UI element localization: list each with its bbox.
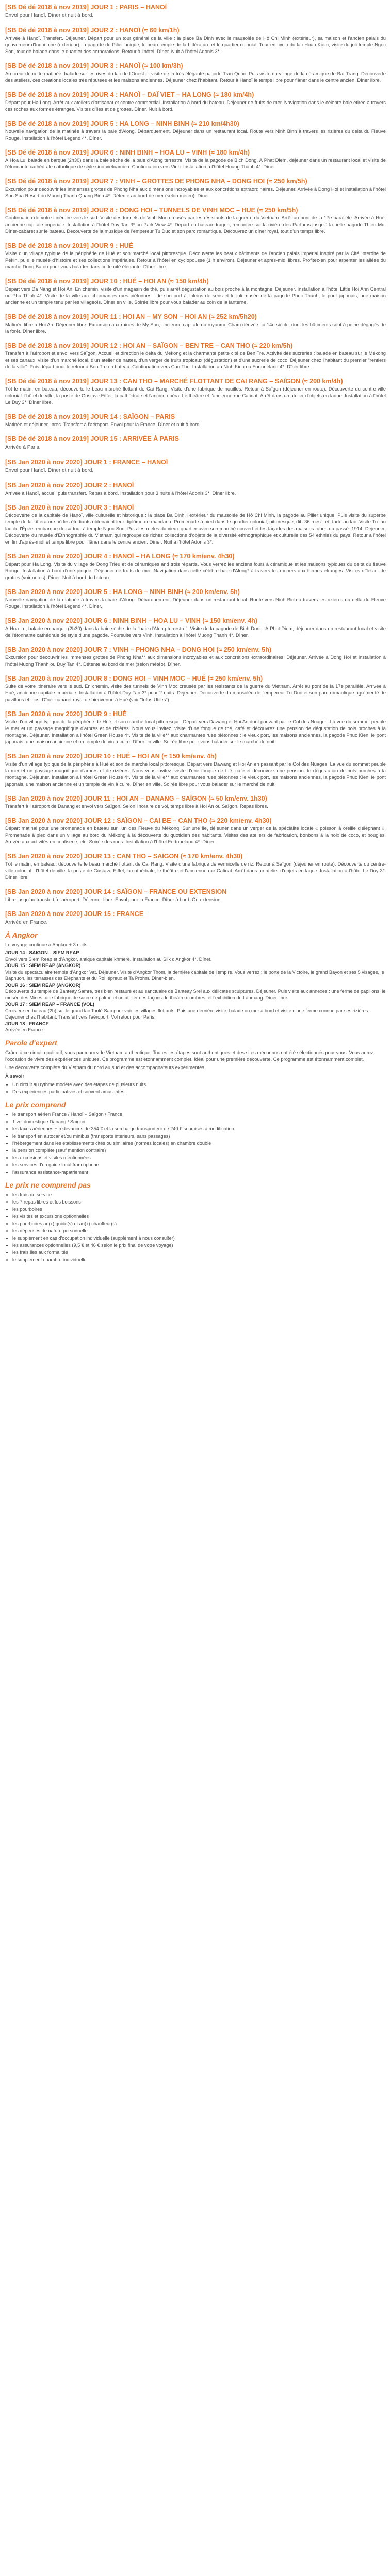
price-excludes-item: • le supplément chambre individuelle (12, 1256, 386, 1263)
angkor-day-text: Visite du spectaculaire temple d'Angkor Vat. Déjeuner. Visite d'Angkor Thom, la dernière capitale de l'empire. Vous verrez : le porte de la Victoire, le grand Bayon et ses 5 visages, le Baphuon, les terrasses des Éléphants et du Roi lépreux et Ta Prohm. Dîner-bien. (5, 969, 384, 981)
expert-paragraph: Une découverte complète du Vietnam du nord au sud et des accompagnateurs expérimentés. (5, 1064, 206, 1070)
day-description: Excursion pour découvrir les immenses grottes de Phong Nha** aux dimensions incroyables et aux concrétions extraordinaires. Déjeuner. Arrivée à Dong Hoi et installation à l'hôtel Muong Thanh ou Duy Tan 4*. Détente au bord de mer (selon météo). Dîner. (5, 654, 386, 667)
day-description: Visite d'un village typique de la périphérie de Hué et son marché local pittoresque. Découverte les beaux bâtiments de l'ancien palais impérial inspiré par la Cité Interdite de Pékin, puis le musée d'histoire et ses collections impériales. Retour à l'hôtel en cyclopousse (1 h environ). Déjeuner et après-midi libres. Profitez-en pour arpenter les allées du marché Dong Ba ou pour vous balader dans cette cité élégante. Dîner libre. (5, 250, 386, 269)
price-excludes-item: • les 7 repas libres et les boissons (12, 1198, 386, 1206)
price-includes-list (5, 1111, 386, 1176)
day-description: Arrivée à Hanoï, accueil puis transfert. Repas à bord. Installation pour 3 nuits à l'hôtel Adonis 3*. Dîner libre. (5, 490, 236, 496)
day-title: [SB Dé dé 2018 à nov 2019] JOUR 5 : HA LONG – NINH BINH (≈ 210 km/4h30) (5, 120, 239, 127)
price-excludes-item: • les dépenses de nature personnelle (12, 1227, 386, 1234)
day-block (5, 549, 386, 581)
day-block (5, 707, 386, 745)
angkor-day-text: Croisière en bateau (2h) sur le grand lac Tonlé Sap pour voir les villages flottants. Puis une dernière visite, balade ou mer à bord et visite d'une ferme connue par ses rizières. Déjeuner chez l'habitant. Transfert vers l'aéroport. Vol retour pour Paris. (5, 1008, 369, 1020)
day-description: Nouvelle navigation de la matinée à travers la baie d'Along. Débarquement. Déjeuner dans un restaurant local. Route vers Ninh Binh à travers les rizières du delta du Fleuve Rouge. Installation à l'hôtel Legend 4*. Dîner. (5, 597, 386, 609)
day-description: Continuation de votre itinéraire vers le sud. Visite des tunnels de Vinh Moc creusés par les résistants de la guerre du Vietnam. Arrêt au pont de la 17e parallèle. Arrivée à Hué, ancienne capitale impériale. Installation à l'hôtel Duy Tan 3* ou Park View 4*. Départ en bateau-dragon, remontée sur la rivière des Parfums jusqu'à la belle pagode Thien Mu. Dîner-cabaret sur le bateau. Découverte de la musique de l'empereur Tu Duc et son parc romantique. Découvrez un dîner royal, tout d'un temps libre. (5, 215, 386, 234)
price-includes-item: • la pension complète (sauf mention contraire) (12, 1147, 386, 1154)
day-title: [SB Dé dé 2018 à nov 2019] JOUR 9 : HUÉ (5, 242, 134, 249)
price-includes-section (5, 1100, 386, 1176)
day-description: À Hoa Lu, balade en barque (2h30) dans la baie sèche de la "baie d'Along terrestre". Visite de la pagode de Bich Dong. À Phat Diem, déjeuner dans un restaurant local et visite de l'étonnante cathédrale de style d'une pagode. Poursuite vers Vinh. Installation à l'hôtel Muong Thanh 4*. Dîner. (5, 625, 386, 638)
price-excludes-item: • les pourboires (12, 1206, 386, 1213)
day-description: Excursion pour découvrir les immenses grottes de Phong Nha aux dimensions incroyables et aux concrétions extraordinaires. Déjeuner. Arrivée à Dong Hoi et installation à l'hôtel Sun Spa Resort ou Muong Thanh Quang Binh 4*. Détente au bord de mer (selon météo). Dîner. (5, 186, 386, 198)
price-excludes-section (5, 1181, 386, 1263)
angkor-day-label: JOUR 14 : SAÏGON – SIEM REAP (5, 950, 79, 955)
day-list (5, 0, 386, 926)
angkor-title: À Angkor (5, 931, 38, 939)
price-includes-item: • l'assurance assistance-rapatriement (12, 1168, 386, 1176)
price-includes-title: Le prix comprend (5, 1100, 66, 1109)
day-description: Départ vers Da Nang et Hoi An. En chemin, visite d'un magasin de thé, puis arrêt dégustation au bois proche à la montagne. Déjeuner. Installation à l'hôtel Little Hoi Ann Central ou Phu Thinh 4*. Visite de la ville aux charmantes rues piétonnes : de son port à l'pleins de sens et le joli musée de la pagode Phuc Thanh, le pont japonais, une maison ancienne et un temple tenu par les villageois. Dîner en ville. Soirée libre pour vous balader au coin de la lanterne. (5, 286, 386, 305)
price-includes-item: • le transport en autocar et/ou minibus (transports intérieurs, sans passages) (12, 1132, 386, 1140)
price-excludes-list (5, 1191, 386, 1263)
angkor-day (5, 962, 386, 982)
day-block (5, 814, 386, 845)
price-includes-item: • les taxes aériennes + redevances de 354 € et la surcharge transporteur de 240 € soumises à modification (12, 1125, 386, 1132)
price-includes-item: • les services d'un guide local francophone (12, 1161, 386, 1168)
day-block (5, 791, 386, 809)
day-description: Visite d'un village typique de la périphérie de Hué et son marché local pittoresque. Départ vers Dawang et Hoi An dont pouvant par le Col des Nuages. La vue du sommet peuple le mer et un paysage magnifique d'arbres et de rizières. Nous vous invitez, visite d'une fonque de thé, café et découvrez une pension de dégustation de bols proches à la montagne. Déjeuner. Installation à l'hôtel Green House 4*. Visite de la ville** aux charmantes rues piétonnes : le vieux port, les maisons anciennes, la pagode Phuc Kien, le pont japonais, une maison ancienne et un temple de vin à cuire. Dîner en ville. Soirée libre pour vous balader sur le marché de nuit. (5, 719, 386, 744)
day-description: Départ pour Ha Long. Arrêt aux ateliers d'artisanat et centre commercial. Installation à bord du bateau. Déjeuner de fruits de mer. Navigation dans le célèbre baie étirée à travers ces roches aux formes étranges. Visites d'îles et de grottes. Dîner. Nuit à bord. (5, 99, 386, 112)
day-title: [SB Jan 2020 à nov 2020] JOUR 6 : NINH BINH – HOA LU – VINH (≈ 150 km/env. 4h) (5, 617, 257, 624)
angkor-day-list (5, 950, 386, 1033)
day-title: [SB Jan 2020 à nov 2020] JOUR 3 : HANOÏ (5, 504, 134, 511)
day-title: [SB Dé dé 2018 à nov 2019] JOUR 3 : HANOÏ (≈ 100 km/3h) (5, 62, 183, 70)
highlights-title: À savoir (5, 1073, 24, 1079)
highlight-item: • Un circuit au rythme modéré avec des étapes de plusieurs nuits. (12, 1081, 386, 1088)
day-description: Tôt le matin, en bateau, découverte le beau marché flottant de Cai Rang. Visite d'une fabrique de nouilles. Retour à Saïgon (déjeuner en route). Découverte du centre-ville colonial: l'hôtel de ville, la poste de Gustave Eiffel, la cathédrale et l'ancien opéra. Le théâtre et l'ancienne rue Catinat. Arrêt dans un atelier d'objets en laque. Installation à l'hôtel Le Duy 3*. Dîner libre. (5, 386, 386, 405)
day-title: [SB Dé dé 2018 à nov 2019] JOUR 1 : PARIS – HANOÏ (5, 4, 167, 11)
itinerary-page (0, 0, 391, 1263)
day-subtitle: Arrivée à Paris. (5, 445, 41, 450)
day-title: [SB Jan 2020 à nov 2020] JOUR 14 : SAÏGON – FRANCE OU EXTENSION (5, 888, 227, 895)
day-title: [SB Dé dé 2018 à nov 2019] JOUR 8 : DONG HOI – TUNNELS DE VINH MOC – HUE (≈ 250 km/5h) (5, 207, 298, 214)
highlight-item: • Des expériences participatives et souvent amusantes. (12, 1088, 386, 1095)
price-excludes-item: • les frais de service (12, 1191, 386, 1198)
expert-paragraph: Grâce à ce circuit qualitatif, vous parcourrez le Vietnam authentique. Toutes les étapes sont authentiques et des sites méconnus ont été sélectionnés pour vous. Vous aurez l'occasion de vivre des expériences uniques. Ce programme est étonnamment complet. Idéal pour une première découverte. Ce programme est étonnamment complet. (5, 1049, 373, 1062)
day-block (5, 410, 386, 428)
day-block (5, 374, 386, 405)
day-title: [SB Jan 2020 à nov 2020] JOUR 10 : HUÉ – HOI AN (≈ 150 km/env. 4h) (5, 753, 217, 760)
day-description: À Hoa Lu, balade en barque (2h30) dans la baie sèche de la baie d'Along terrestre. Visite de la pagode de Bich Dong. À Phat Diem, déjeuner dans un restaurant local et visite de l'étonnante cathédrale catholique de style sino-vietnamien. Continuation vers Vinh. Installation à l'hôtel Hoang Thanh 4*. Dîner. (5, 157, 386, 170)
day-description: Matinée libre à Hoi An. Déjeuner libre. Excursion aux ruines de My Son, ancienne capitale du royaume Cham dérivée au 14e siècle, dont les bâtiments sont à peine dégagés de la forêt. Dîner libre. (5, 321, 386, 334)
price-includes-item: • l'hébergement dans les établissements cités ou similaires (normes locales) en chambre double (12, 1140, 386, 1147)
day-title: [SB Jan 2020 à nov 2020] JOUR 13 : CAN THO – SAÏGON (≈ 170 km/env. 4h30) (5, 853, 243, 860)
day-block (5, 0, 386, 19)
price-excludes-title: Le prix ne comprend pas (5, 1180, 91, 1189)
day-block (5, 849, 386, 880)
day-title: [SB Dé dé 2018 à nov 2019] JOUR 7 : VINH – GROTTES DE PHONG NHA – DONG HOI (≈ 250 km/5h) (5, 178, 307, 185)
day-block (5, 671, 386, 703)
price-excludes-item: • le supplément en cas d'occupation individuelle (supplément à nous consulter) (12, 1234, 386, 1242)
day-description: Matinée et déjeuner libres. Transfert à l'aéroport. Envol pour la France. Dîner et nuit à bord. (5, 421, 201, 427)
day-block (5, 174, 386, 199)
day-block (5, 88, 386, 112)
day-title: [SB Dé dé 2018 à nov 2019] JOUR 11 : HOI AN – MY SON – HOI AN (≈ 252 km/5h20) (5, 313, 257, 320)
day-description: Visite d'un village typique de la périphérie à Hué et son de marché local pittoresque. Départ vers Dawang et Hoi An en passant par le Col des Nuages. La vue du sommet peuple la mer et un paysage magnifique d'arbres et de rizières. Nous vous invitez, visite d'une fonque de thé, café et découvrez une pension de dégustation de bols proches à la montagne. Déjeuner. Installation à l'hôtel Green House 4*. Visite de la ville** aux charmantes rues piétonnes : le vieux port, les maisons anciennes, la pagode Phuc Kien, le pont japonais, une maison ancienne et un temple de vin à cuire. Dîner en ville. Soirée libre pour vous balader sur le marché de nuit. (5, 761, 386, 787)
day-description: Arrivée à Hanoï. Transfert. Déjeuner. Départ pour un tour général de la ville : la place Ba Dinh avec le mausolée de Hô Chi Minh (extérieur), sa maison et l'ancien palais du gouverneur d'Indochine (extérieur), la pagode du Pilier unique, le beau temple de la Littérature et le quartier colonial. Tour en cyclo du lac Hoan Kiem, visite du joli temple Ngoc Son, tour de balade dans le quartier des corporations. Retour à l'hôtel. Dîner. Nuit à l'hôtel Adonis 3*. (5, 35, 386, 54)
angkor-day (5, 1021, 386, 1033)
angkor-day-label: JOUR 16 : SIEM REAP (ANGKOR) (5, 982, 81, 988)
day-title: [SB Jan 2020 à nov 2020] JOUR 9 : HUÉ (5, 710, 127, 718)
angkor-day (5, 1001, 386, 1021)
day-description: Nouvelle navigation de la matinée à travers la baie d'Along. Débarquement. Déjeuner dans un restaurant local. Route vers Ninh Binh à travers les rizières du delta du Fleuve Rouge. Installation à l'hôtel Legend 4*. Dîner. (5, 128, 386, 141)
price-includes-item: • les excursions et visites mentionnées (12, 1154, 386, 1161)
day-title: [SB Dé dé 2018 à nov 2019] JOUR 15 : ARRIVÉE À PARIS (5, 435, 179, 443)
angkor-day-label: JOUR 18 : FRANCE (5, 1021, 49, 1026)
expert-title: Parole d'expert (5, 1038, 57, 1047)
day-block (5, 145, 386, 170)
day-title: [SB Jan 2020 à nov 2020] JOUR 8 : DONG HOI – VINH MOC – HUÉ (≈ 250 km/env. 5h) (5, 675, 263, 682)
day-title: [SB Dé dé 2018 à nov 2019] JOUR 12 : HOI AN – SAÏGON – BEN TRE – CAN THO (≈ 220 km/5h) (5, 342, 293, 349)
angkor-day (5, 950, 386, 962)
day-block (5, 23, 386, 55)
price-excludes-item: • les assurances optionnelles (9,5 € et 46 € selon le prix final de votre voyage) (12, 1242, 386, 1249)
day-block (5, 585, 386, 609)
angkor-day-label: JOUR 15 : SIEM REAP (ANGKOR) (5, 963, 81, 968)
day-block (5, 274, 386, 306)
day-title: [SB Jan 2020 à nov 2020] JOUR 11 : HOI AN – DANANG – SAÏGON (≈ 50 km/env. 1h30) (5, 795, 267, 802)
day-block (5, 239, 386, 270)
day-title: [SB Dé dé 2018 à nov 2019] JOUR 4 : HANOÏ – DAÏ VIET – HA LONG (≈ 180 km/4h) (5, 91, 254, 98)
day-title: [SB Jan 2020 à nov 2020] JOUR 2 : HANOÏ (5, 482, 134, 489)
day-block (5, 203, 386, 234)
day-block (5, 749, 386, 787)
day-title: [SB Jan 2020 à nov 2020] JOUR 5 : HA LONG – NINH BINH (≈ 200 km/env. 5h) (5, 588, 240, 596)
day-description: Départ matinal pour une promenade en bateau sur l'un des Fleuve du Mékong. Sur une île, déjeuner dans un verger de la spécialité locale « poisson à oreille d'éléphant ». Promenade à pied dans un village au bord du Mékong à la découverte du quotidien des habitants. Visites des ateliers de fabrication, bonbons à la noix de coco, et bougies. Arrivée aux activités en confiserie, etc. Soirée des rues. Installation à l'hôtel Fortuneland 4*. Dîner. (5, 825, 386, 844)
price-excludes-item: • les visites et excursions optionnelles (12, 1213, 386, 1220)
price-includes-item: • 1 vol domestique Danang / Saïgon (12, 1118, 386, 1125)
day-description: Transfert à l'aéroport de Danang et envol vers Saïgon. Selon l'horaire de vol, temps libre à Hoi An ou Saïgon. Repas libres. (5, 803, 268, 809)
day-block (5, 500, 386, 545)
day-title: [SB Dé dé 2018 à nov 2019] JOUR 2 : HANOÏ (≈ 60 km/1h) (5, 27, 180, 34)
day-description: Au cœur de cette matinée, balade sur les rives du lac de l'Ouest et visite de la très élégante pagode Tran Quoc. Puis visite du village de la céramique de Bat Trang. Découverte des ateliers, ces créations locales très réputées et les maisons anciennes. Déjeuner chez l'habitant. Retour à Hanoï le temps libre pour flâner dans le centre ancien. Dîner libre. (5, 71, 386, 83)
day-block (5, 432, 386, 451)
day-block (5, 455, 386, 474)
angkor-section (5, 931, 386, 1033)
angkor-day-text: Envol vers Siem Reap et d'Angkor, antique capitale khmère. Installation au Silk d'Angkor 4*. Dîner. (5, 956, 212, 962)
day-block (5, 478, 386, 496)
day-description: Départ pour Ha Long. Visite du village de Dong Trieu et de céramiques and trois répartis. Vous verrez les anciens fours à céramique et les maisons typiques du delta du fleuve Rouge. Installation à bord d'une jonque. Déjeuner de fruits de mer. Navigation dans cette célèbre baie d'Along* à travers les rochers aux formes étranges. Visites d'îles et de grottes (voir notes). Dîner. Nuit à bord du bateau. (5, 561, 386, 580)
day-title: [SB Dé dé 2018 à nov 2019] JOUR 14 : SAÏGON – PARIS (5, 413, 175, 420)
angkor-day (5, 982, 386, 1002)
day-title: [SB Jan 2020 à nov 2020] JOUR 4 : HANOÏ – HA LONG (≈ 170 km/env. 4h30) (5, 553, 235, 560)
day-description: Tôt le matin, en bateau, découverte le beau marché flottant de Cai Rang. Visite d'une fabrique de vermicelle de riz. Retour à Saïgon (déjeuner en route). Découverte du centre-ville colonial : l'hôtel de ville, la poste de Gustave Eiffel, la cathédrale, le théâtre et l'ancienne rue Catinat. Arrêt dans un atelier d'objets en laque. Installation à l'hôtel Le Duy 3*. Dîner libre. (5, 861, 386, 880)
price-excludes-item: • les frais liés aux formalités (12, 1249, 386, 1256)
day-title: [SB Dé dé 2018 à nov 2019] JOUR 10 : HUÉ – HOI AN (≈ 150 km/4h) (5, 278, 209, 285)
expert-section (5, 1039, 386, 1095)
angkor-day-label: JOUR 17 : SIEM REAP – FRANCE (VOL) (5, 1002, 94, 1007)
day-title: [SB Dé dé 2018 à nov 2019] JOUR 6 : NINH BINH – HOA LU – VINH (≈ 180 km/4h) (5, 149, 250, 156)
day-block (5, 614, 386, 638)
day-title: [SB Jan 2020 à nov 2020] JOUR 1 : FRANCE – HANOÏ (5, 459, 168, 466)
day-description: Libre jusqu'au transfert à l'aéroport. Déjeuner libre. Envol pour la France. Dîner à bord. Ou extension. (5, 896, 222, 902)
day-subtitle: Arrivée en France. (5, 920, 48, 925)
angkor-day-text: Arrivée en France. (5, 1027, 44, 1032)
day-title: [SB Dé dé 2018 à nov 2019] JOUR 13 : CAN THO – MARCHÉ FLOTTANT DE CAI RANG – SAÏGON (≈ 200 km/4h) (5, 378, 343, 385)
day-subtitle: Envol pour Hanoï. Dîner et nuit à bord. (5, 468, 94, 473)
day-description: Découverte de la capitale de Hanoï, ville culturelle et historique : la place Ba Dinh, l'extérieur du mausolée de Hô Chi Minh, la pagode au Pilier unique. Puis visite du superbe temple de la Littérature où les étudiants obtenaient leur diplôme de mandarin. Promenade à pied dans le quartier colonial, pittoresque, dit "36 rues", et, tarte au lac. Visite Tu. au lac de l'Épée, embarque de sa tour à temple Ngoc Son. Puis les rueles du vieux quartier avec son marché couvert et les façades des maisons tubes du passé. 1914. Déjeuner. Découverte du musée d'Ethnographie du Vietnam qui regroupe de riches collections d'objets de la diversité ethnographique et culturelle des 54 ethnies du pays. Retour à l'hôtel en fin d'après-midi et temps libre pour flâner dans le centre ancien. Dîner. Nuit à l'hôtel Adonis 3*. (5, 512, 386, 545)
day-subtitle: Envol pour Hanoï. Dîner et nuit à bord. (5, 13, 94, 19)
day-description: Transfert à l'aéroport et envol vers Saïgon. Accueil et direction le delta du Mékong et la charmante petite cité de Ben Tre. Activité des sucreries : balade en bateau sur le Mékong et ses canaux, visite d'un marché local, d'un atelier de nattes, d'un verger de fruits tropicaux (dégustation) et d'une sucrerie de coco. Déjeuner chez l'habitant du premier "rentiers de la ville". Puis départ pour le retour à Ben Tre en bateau. Continuation vers Can Tho. Installation au Ninh Kieu ou Fortuneland 4*. Dîner libre. (5, 350, 386, 369)
day-block (5, 642, 386, 667)
day-block (5, 885, 386, 903)
day-title: [SB Jan 2020 à nov 2020] JOUR 15 : FRANCE (5, 910, 144, 918)
price-excludes-item: • les pourboires au(x) guide(s) et au(x) chauffeur(s) (12, 1220, 386, 1227)
day-description: Suite de votre itinéraire vers le sud. En chemin, visite des tunnels de Vinh Moc creusés par les résistants de la guerre du Vietnam. Arrêt au pont de la 17e parallèle. Arrivée à Hué, ancienne capitale impériale. Installation à l'hôtel Duy Tan 3* pour 2 nuits. Déjeuner. Découverte du mausolée de l'empereur Tu Duc et son parc romantique agrémenté de pavillons et lacs. Dîner-cabaret royal de bienvenue à Hué (voir "Infos Utiles"). (5, 683, 386, 702)
day-block (5, 310, 386, 334)
day-block (5, 338, 386, 370)
price-includes-item: • le transport aérien France / Hanoï – Saïgon / France (12, 1111, 386, 1118)
day-title: [SB Jan 2020 à nov 2020] JOUR 12 : SAÏGON – CAI BE – CAN THO (≈ 220 km/env. 4h30) (5, 817, 272, 824)
highlights-list (5, 1081, 386, 1095)
day-block (5, 907, 386, 926)
day-block (5, 116, 386, 141)
day-title: [SB Jan 2020 à nov 2020] JOUR 7 : VINH – PHONG NHA – DONG HOI (≈ 250 km/env. 5h) (5, 646, 272, 653)
angkor-day-text: Découverte du temple de Banteay Samré, très bien restauré et au sanctuaire de Banteay Srei aux délicates sculptures. Déjeuner. Puis visite aux annexes : une ferme de papillons, le musée des Mines, une fabrique de sucre de palme et un atelier des façons du théâtre d'ombres, et l'exhibition de Lanmang. Dîner libre. (5, 989, 386, 1001)
angkor-intro: Le voyage continue à Angkor + 3 nuits (5, 942, 88, 947)
day-block (5, 59, 386, 83)
